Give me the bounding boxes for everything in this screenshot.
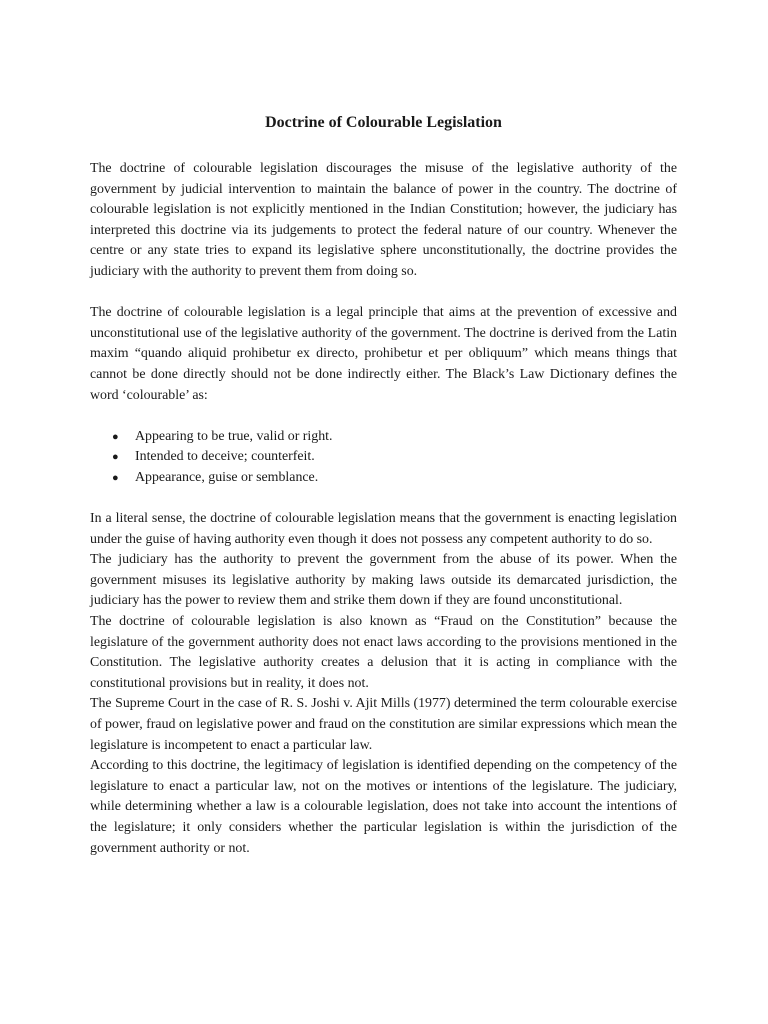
paragraph-fraud-on-constitution: The doctrine of colourable legislation is also known as “Fraud on the Constitution” because the legislature of the government authority does not enact laws according to the provisions mentioned in the Constitution. The legislative authority creates a delusion that it is acting in compliance with the constitutional provisions but in reality, it does not. [90, 614, 677, 691]
paragraph-literal-sense: In a literal sense, the doctrine of colourable legislation means that the government is enacting legislation under the guise of having authority even though it does not possess any competent authority to do so. [90, 511, 677, 547]
list-item-text: Intended to deceive; counterfeit. [135, 449, 315, 465]
document-title: Doctrine of Colourable Legislation [265, 114, 502, 131]
paragraph-supreme-court-case: The Supreme Court in the case of R. S. Joshi v. Ajit Mills (1977) determined the term colourable exercise of power, fraud on legislative power and fraud on the constitution are similar expressions which mean the legislature is incompetent to enact a particular law. [90, 696, 677, 753]
bullet-icon: ● [112, 430, 119, 443]
paragraph-definition: The doctrine of colourable legislation is a legal principle that aims at the prevention of excessive and unconstitutional use of the legislative authority of the government. The doctrine is derived from the Latin maxim “quando aliquid prohibetur ex directo, prohibetur et per obliquum” which means things that cannot be done directly should not be done indirectly either. The Black’s Law Dictionary defines the word ‘colourable’ as: [90, 305, 677, 403]
list-item-text: Appearing to be true, valid or right. [135, 428, 333, 444]
document-page [90, 112, 677, 859]
list-item-text: Appearance, guise or semblance. [135, 469, 319, 485]
paragraph-intro: The doctrine of colourable legislation discourages the misuse of the legislative authority of the government by judicial intervention to maintain the balance of power in the country. The doctrine of colourable legislation is not explicitly mentioned in the Indian Constitution; however, the judiciary has interpreted this doctrine via its judgements to protect the federal nature of our country. Whenever the centre or any state tries to expand its legislative sphere unconstitutionally, the doctrine provides the judiciary with the authority to prevent them from doing so. [90, 161, 677, 279]
list-item [90, 427, 677, 448]
bullet-icon: ● [112, 451, 119, 464]
list-item [90, 468, 677, 489]
paragraph-legitimacy: According to this doctrine, the legitimacy of legislation is identified depending on the competency of the legislature to enact a particular law, not on the motives or intentions of the legislature. The judiciary, while determining whether a law is a colourable legislation, does not take into account the intentions of the legislature; it only considers whether the particular legislation is within the jurisdiction of the government authority or not. [90, 758, 677, 856]
paragraph-judiciary-authority: The judiciary has the authority to prevent the government from the abuse of its power. When the government misuses its legislative authority by making laws outside its demarcated jurisdiction, the judiciary has the power to review them and strike them down if they are found unconstitutional. [90, 552, 677, 609]
list-item [90, 447, 677, 468]
bullet-icon: ● [112, 471, 119, 484]
definition-list [90, 427, 677, 489]
